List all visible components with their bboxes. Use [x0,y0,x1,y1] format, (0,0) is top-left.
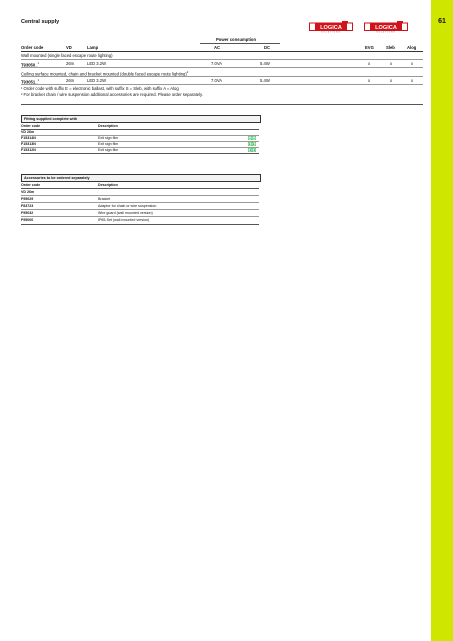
row-rule [21,59,423,60]
accessory-code: F95029 [21,197,34,201]
accessory-description: Exit sign film [98,148,119,152]
exit-sign-arrow-up-icon [248,136,256,140]
section-title: Central supply [21,19,60,25]
accessory-code: F95032 [21,211,34,215]
vd-value: 26m [66,61,75,66]
ac-value: 7.0VA [211,61,223,66]
accessory-description: Bracket [98,197,111,201]
accessory-code: F83723 [21,204,34,208]
accessory-code: F15312N [21,148,36,152]
sleb-mark: x [390,61,393,66]
footnote: ¹ Order code with suffix E = electronic ballast, with suffix S = Sleb, with suffix A = Alog [21,86,179,91]
exit-sign-arrow-right-icon [248,142,256,146]
dc-value: 5.4W [260,61,270,66]
alog-mark: x [411,78,414,83]
sleb-mark: x [390,78,393,83]
col-lamp: Lamp [87,45,99,50]
power-consumption-header: Power consumption [216,37,257,42]
logica-logo [309,21,353,33]
col-order-code: Order code [21,124,41,128]
evg-mark: x [368,61,371,66]
alog-mark: x [411,61,414,66]
accessory-code: F15314N [21,136,36,140]
row-rule [21,188,259,189]
accessory-description: Wire guard (wall mounted version) [98,211,153,215]
row-rule [21,141,259,142]
row-rule [21,209,259,210]
accessory-description: Exit sign film [98,142,119,146]
order-code: T93050_ [21,62,38,68]
logo-subtext: SOLUTIONS [376,31,396,33]
row-rule [21,147,259,148]
col-description: Description [98,183,118,187]
footnote-ref: 1 [37,78,40,82]
col-sleb: Sleb [386,45,395,50]
col-order-code: Order code [21,183,41,187]
col-description: Description [98,124,118,128]
logo-text: LOGICA [320,24,342,31]
row-rule [21,84,423,85]
page-edge-bar [431,0,453,641]
page-number: 61 [438,18,446,25]
lamp-value: LED 3.2W [87,61,107,66]
row-rule [21,202,259,203]
group-label: VD 26m [21,130,35,134]
dc-value: 5.4W [260,78,270,83]
col-alog: Alog [407,45,417,50]
col-evg: EVG [365,45,374,50]
section-divider [21,104,423,105]
logica-logo [364,21,408,33]
accessory-code: F95000 [21,218,34,222]
row-rule [21,67,423,68]
lamp-value: LED 3.2W [87,78,107,83]
ac-value: 7.0VA [211,78,223,83]
row-rule [21,195,259,196]
evg-mark: x [368,78,371,83]
col-vd: VD [66,45,72,50]
order-code: T93051_ [21,79,38,85]
section-caption-text: Ceiling surface mounted, chain and bracket mounted (double faced escape route lighting) [21,71,187,77]
accessory-code: F15313N [21,142,36,146]
section-caption: Wall mounted (single faced escape route lighting) [21,53,113,58]
vd-value: 26m [66,78,75,83]
row-rule [21,135,259,136]
header-rule [21,51,423,52]
row-rule [21,76,423,77]
accessories-table-title-box [21,174,261,182]
accessory-description: Adaptor for chain or wire suspension [98,204,157,208]
col-ac: AC [214,45,221,50]
row-rule [21,216,259,217]
table-bottom-rule [21,153,259,154]
logo-text: LOGICA [375,24,397,31]
accessory-description: Exit sign film [98,136,119,140]
accessory-description: IP65-Set (wall mounted version) [98,218,150,222]
footnote-ref: 1 [37,61,40,65]
col-dc: DC [264,45,271,50]
footnote-ref: 2 [186,70,189,74]
group-label: VD 26m [21,190,35,194]
footnote: ² For bracket chain / wire suspension additional accessories are required. Please order separately. [21,92,203,97]
logo-subtext: SOLUTIONS [321,31,341,33]
row-rule [21,129,259,130]
exit-sign-arrow-left-icon [248,148,256,152]
table-bottom-rule [21,224,259,225]
fitting-table-title: Fitting supplied complete with [24,116,78,121]
fitting-table-title-box [21,115,261,123]
group-header-rule [200,43,280,44]
col-order-code: Order code [21,45,44,50]
accessories-table-title: Accessories to be ordered separately [24,175,90,180]
